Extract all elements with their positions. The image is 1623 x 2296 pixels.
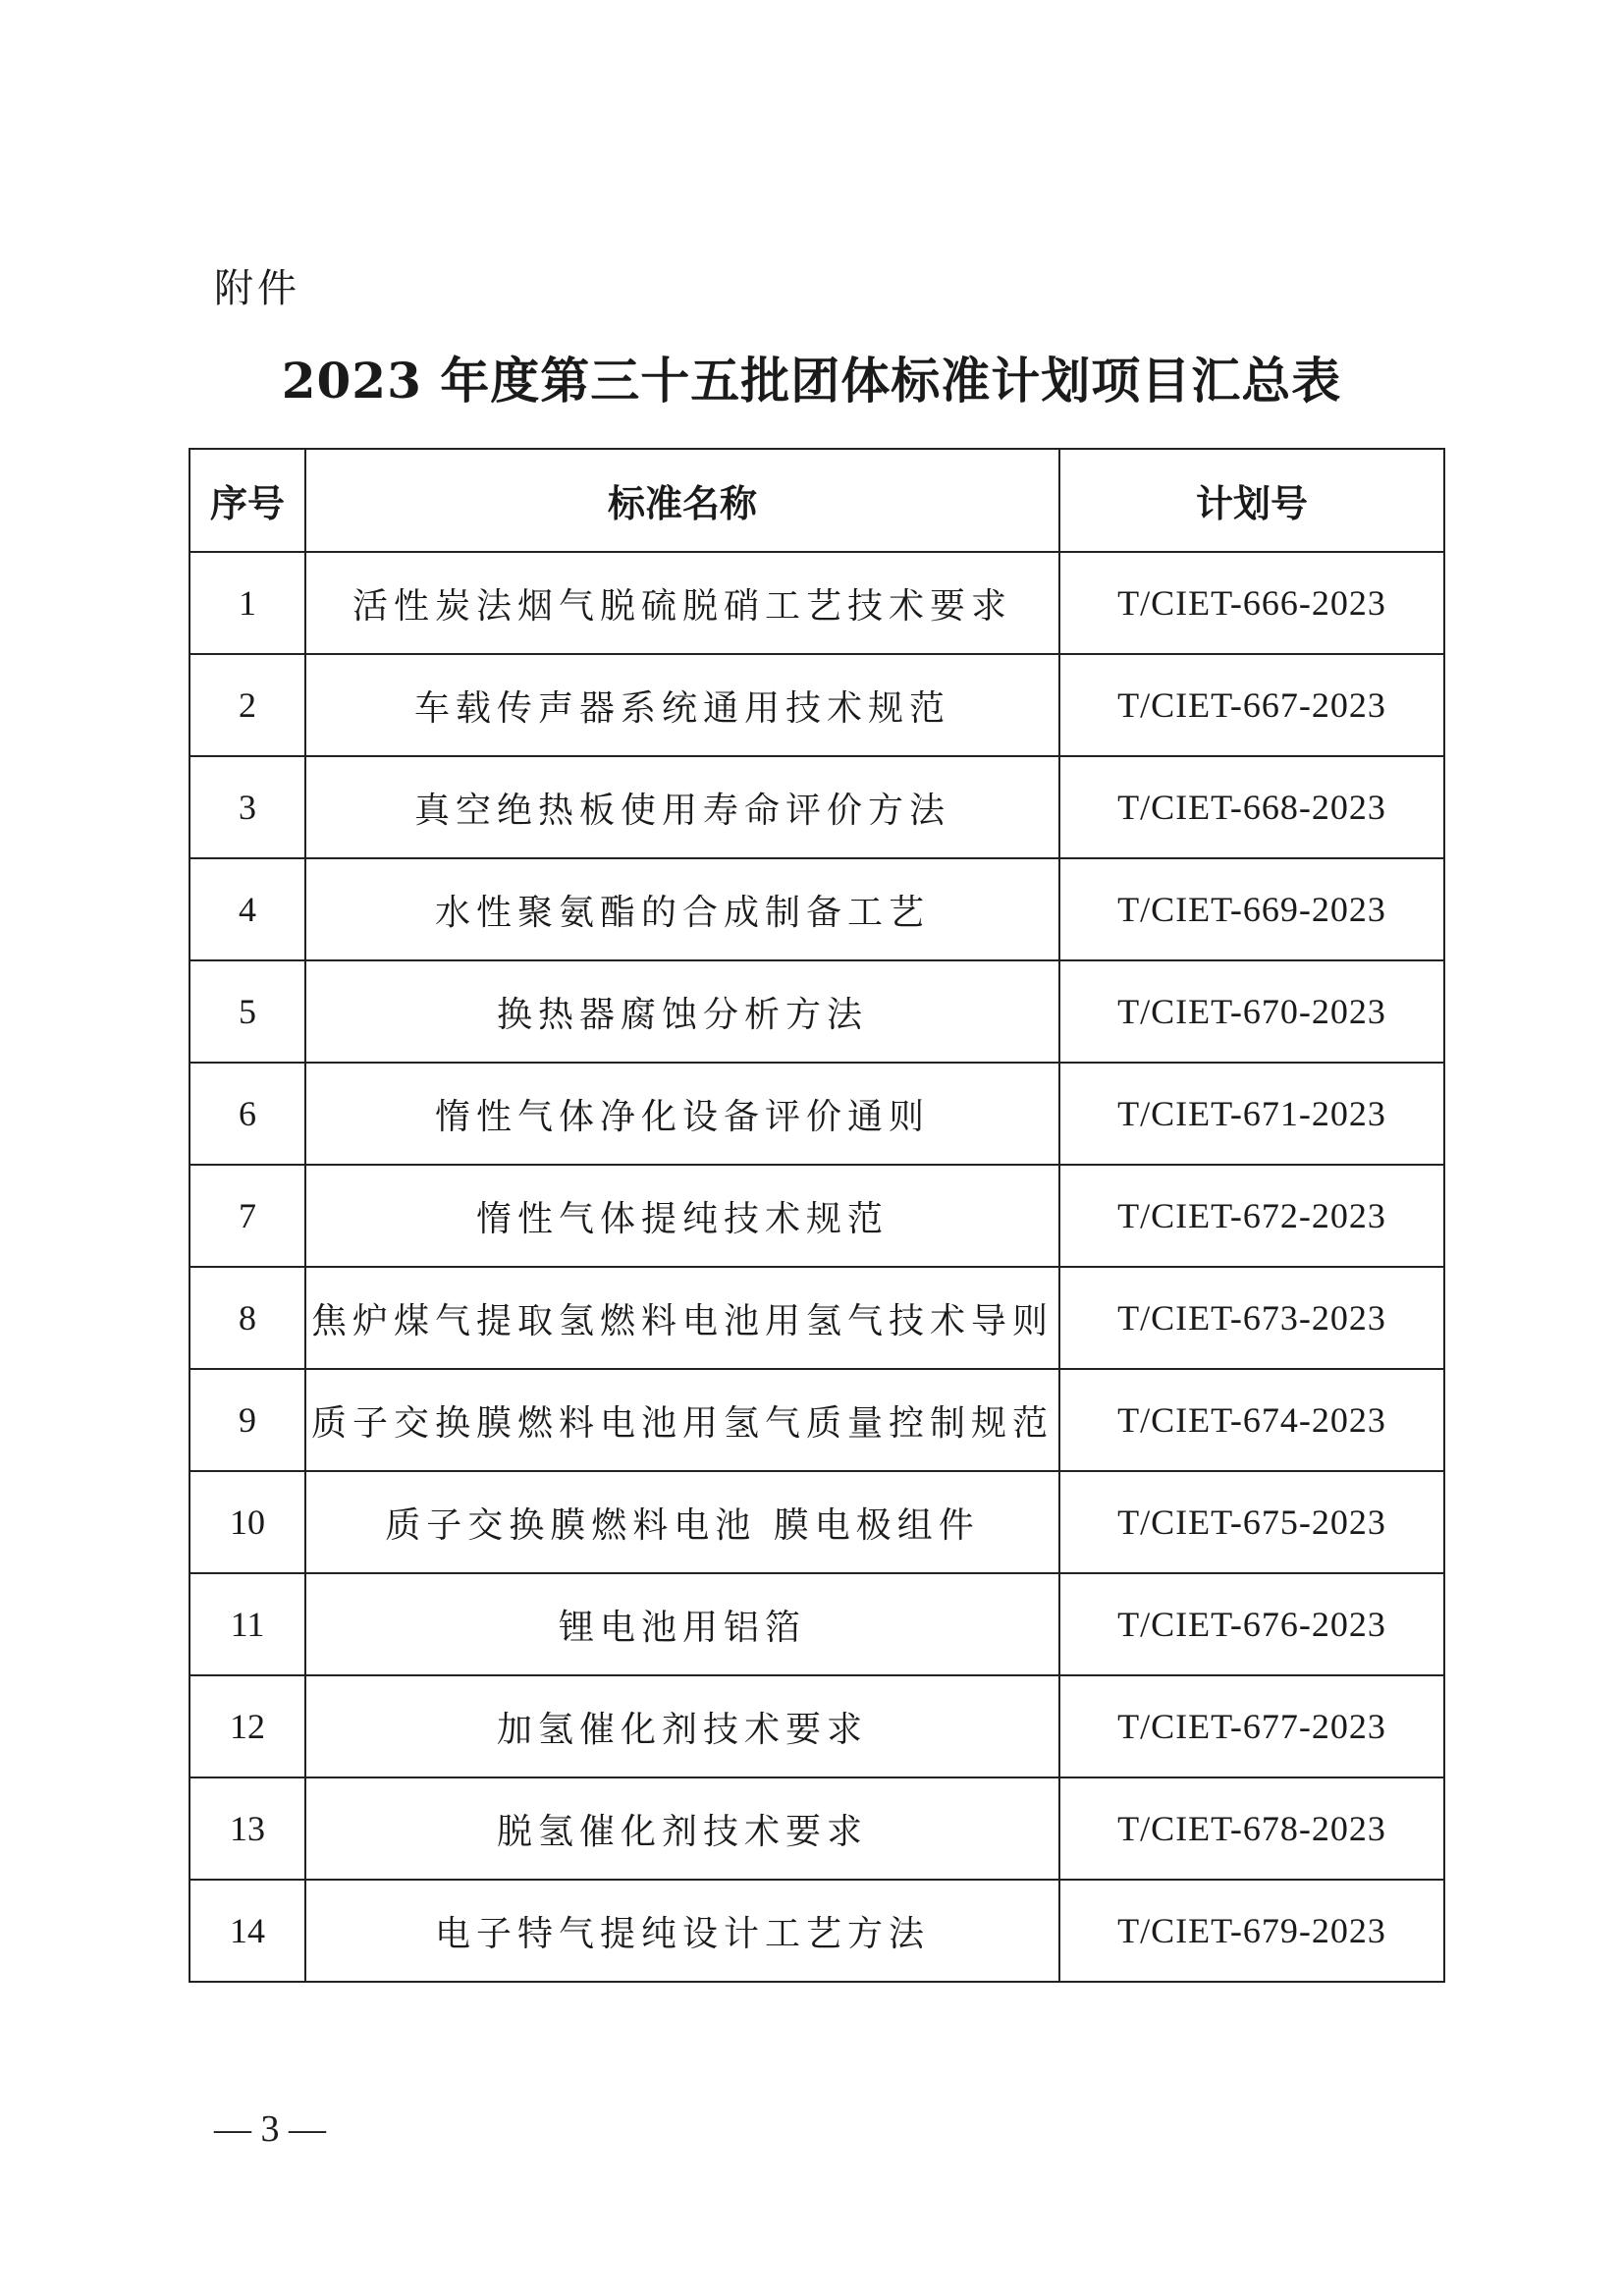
table-row [189, 858, 1444, 960]
row-name: 活性炭法烟气脱硫脱硝工艺技术要求 [305, 552, 1059, 654]
row-seq: 8 [189, 1267, 305, 1369]
table-row [189, 1880, 1444, 1982]
row-plan-no: T/CIET-671-2023 [1059, 1063, 1444, 1165]
row-name: 质子交换膜燃料电池 膜电极组件 [305, 1471, 1059, 1573]
header-seq: 序号 [189, 449, 305, 552]
row-seq: 5 [189, 960, 305, 1063]
row-plan-no: T/CIET-679-2023 [1059, 1880, 1444, 1982]
page-number: — 3 — [214, 2108, 326, 2150]
table-row [189, 1165, 1444, 1267]
row-plan-no: T/CIET-676-2023 [1059, 1573, 1444, 1675]
row-name: 加氢催化剂技术要求 [305, 1675, 1059, 1777]
row-plan-no: T/CIET-675-2023 [1059, 1471, 1444, 1573]
row-seq: 12 [189, 1675, 305, 1777]
standards-table [189, 448, 1445, 1983]
header-plan-no: 计划号 [1059, 449, 1444, 552]
row-plan-no: T/CIET-678-2023 [1059, 1777, 1444, 1880]
table-row [189, 960, 1444, 1063]
document-title: 2023 年度第三十五批团体标准计划项目汇总表 [281, 352, 1342, 410]
table-row [189, 1369, 1444, 1471]
row-plan-no: T/CIET-673-2023 [1059, 1267, 1444, 1369]
row-plan-no: T/CIET-672-2023 [1059, 1165, 1444, 1267]
header-name: 标准名称 [305, 449, 1059, 552]
row-seq: 3 [189, 756, 305, 858]
table-row [189, 552, 1444, 654]
row-plan-no: T/CIET-670-2023 [1059, 960, 1444, 1063]
attachment-label: 附件 [214, 266, 300, 311]
table-row [189, 756, 1444, 858]
row-name: 惰性气体净化设备评价通则 [305, 1063, 1059, 1165]
row-plan-no: T/CIET-674-2023 [1059, 1369, 1444, 1471]
table-row [189, 1063, 1444, 1165]
table-row [189, 1777, 1444, 1880]
row-seq: 6 [189, 1063, 305, 1165]
table-row [189, 1267, 1444, 1369]
row-seq: 11 [189, 1573, 305, 1675]
row-seq: 1 [189, 552, 305, 654]
row-seq: 9 [189, 1369, 305, 1471]
row-seq: 10 [189, 1471, 305, 1573]
row-name: 惰性气体提纯技术规范 [305, 1165, 1059, 1267]
row-seq: 2 [189, 654, 305, 756]
row-seq: 14 [189, 1880, 305, 1982]
row-seq: 13 [189, 1777, 305, 1880]
row-name: 电子特气提纯设计工艺方法 [305, 1880, 1059, 1982]
row-seq: 7 [189, 1165, 305, 1267]
row-name: 锂电池用铝箔 [305, 1573, 1059, 1675]
row-plan-no: T/CIET-666-2023 [1059, 552, 1444, 654]
row-plan-no: T/CIET-669-2023 [1059, 858, 1444, 960]
row-name: 质子交换膜燃料电池用氢气质量控制规范 [305, 1369, 1059, 1471]
table-row [189, 1573, 1444, 1675]
row-plan-no: T/CIET-677-2023 [1059, 1675, 1444, 1777]
row-name: 脱氢催化剂技术要求 [305, 1777, 1059, 1880]
row-name: 真空绝热板使用寿命评价方法 [305, 756, 1059, 858]
row-name: 焦炉煤气提取氢燃料电池用氢气技术导则 [305, 1267, 1059, 1369]
row-seq: 4 [189, 858, 305, 960]
row-plan-no: T/CIET-668-2023 [1059, 756, 1444, 858]
table-row [189, 1675, 1444, 1777]
table-row [189, 1471, 1444, 1573]
table-header-row [189, 449, 1444, 552]
row-plan-no: T/CIET-667-2023 [1059, 654, 1444, 756]
row-name: 换热器腐蚀分析方法 [305, 960, 1059, 1063]
row-name: 车载传声器系统通用技术规范 [305, 654, 1059, 756]
table-row [189, 654, 1444, 756]
row-name: 水性聚氨酯的合成制备工艺 [305, 858, 1059, 960]
